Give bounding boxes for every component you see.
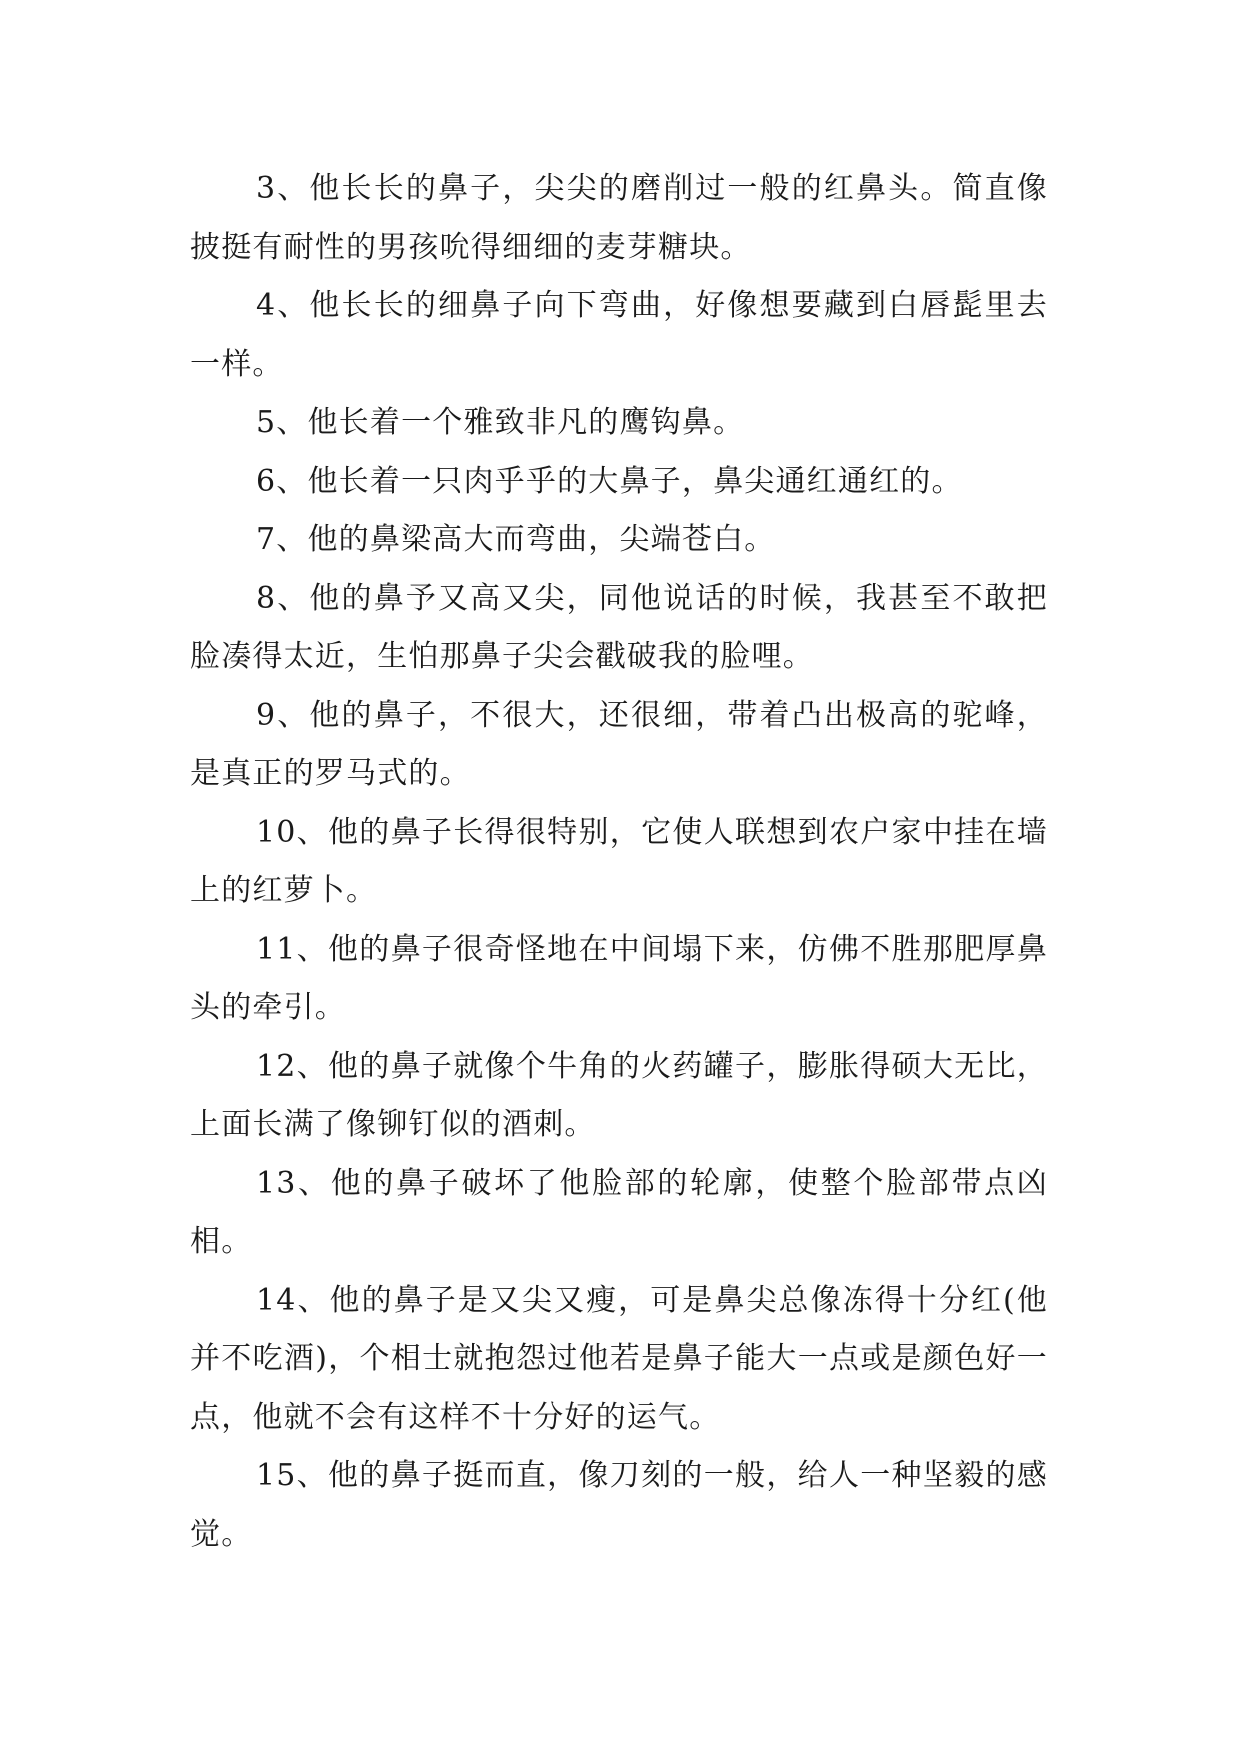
paragraph-3: 3、他长长的鼻子，尖尖的磨削过一般的红鼻头。简直像披挺有耐性的男孩吮得细细的麦芽糖块。 bbox=[190, 171, 1048, 265]
paragraph-15: 15、他的鼻子挺而直，像刀刻的一般，给人一种坚毅的感觉。 bbox=[190, 1458, 1048, 1552]
paragraph-13: 13、他的鼻子破坏了他脸部的轮廓，使整个脸部带点凶相。 bbox=[190, 1165, 1048, 1259]
paragraph-4: 4、他长长的细鼻子向下弯曲，好像想要藏到白唇髭里去一样。 bbox=[190, 288, 1048, 382]
paragraph-10: 10、他的鼻子长得很特别，它使人联想到农户家中挂在墙上的红萝卜。 bbox=[190, 814, 1048, 908]
paragraph-7: 7、他的鼻梁高大而弯曲，尖端苍白。 bbox=[256, 522, 776, 557]
paragraph-14: 14、他的鼻子是又尖又瘦，可是鼻尖总像冻得十分红(他并不吃酒)，个相士就抱怨过他若是鼻子能大一点或是颜色好一点，他就不会有这样不十分好的运气。 bbox=[190, 1282, 1048, 1435]
paragraph-8: 8、他的鼻予又高又尖，同他说话的时候，我甚至不敢把脸凑得太近，生怕那鼻子尖会戳破我的脸哩。 bbox=[190, 580, 1048, 674]
paragraph-6: 6、他长着一只肉乎乎的大鼻子，鼻尖通红通红的。 bbox=[256, 463, 963, 499]
paragraph-9: 9、他的鼻子，不很大，还很细，带着凸出极高的驼峰，是真正的罗马式的。 bbox=[190, 697, 1048, 791]
paragraph-12: 12、他的鼻子就像个牛角的火药罐子，膨胀得硕大无比，上面长满了像铆钉似的酒刺。 bbox=[190, 1048, 1048, 1142]
document-body bbox=[190, 160, 1048, 1564]
paragraph-11: 11、他的鼻子很奇怪地在中间塌下来，仿佛不胜那肥厚鼻头的牵引。 bbox=[190, 931, 1048, 1025]
paragraph-5: 5、他长着一个雅致非凡的鹰钩鼻。 bbox=[256, 405, 745, 440]
